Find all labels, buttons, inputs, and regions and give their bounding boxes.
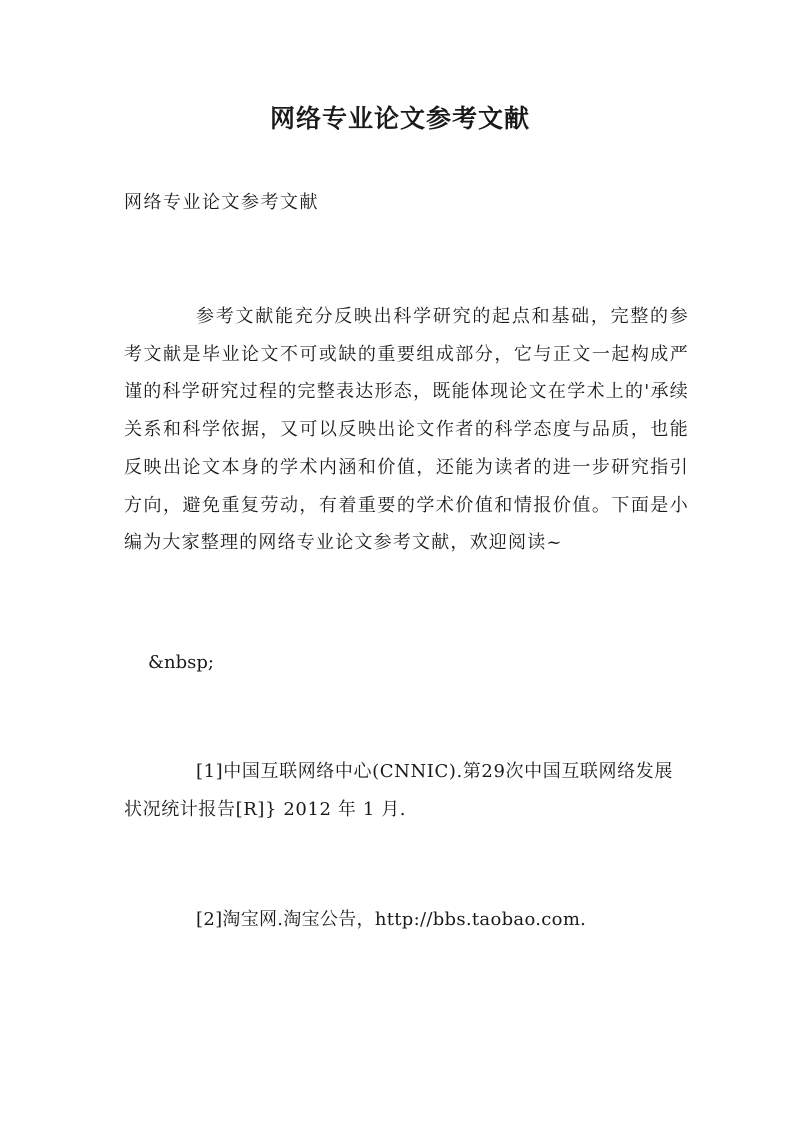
document-subtitle: 网络专业论文参考文献: [124, 192, 319, 213]
reference-item: [1]中国互联网络中心(CNNIC).第29次中国互联网络发展状况统计报告[R]} 2012 年 1 月.: [124, 761, 673, 820]
page-title: 网络专业论文参考文献: [269, 104, 530, 133]
intro-paragraph: 参考文献能充分反映出科学研究的起点和基础，完整的参考文献是毕业论文不可或缺的重要组成部分，它与正文一起构成严谨的科学研究过程的完整表达形态，既能体现论文在学术上的'承续关系和科学依据，又可以反映出论文作者的科学态度与品质，也能反映出论文本身的学术内涵和价值，还能为读者的进一步研究指引方向，避免重复劳动，有着重要的学术价值和情报价值。下面是小编为大家整理的网络专业论文参考文献，欢迎阅读~: [124, 306, 689, 554]
reference-item: [2]淘宝网.淘宝公告，http://bbs.taobao.com.: [196, 909, 587, 930]
nbsp-text: &nbsp;: [148, 652, 214, 673]
